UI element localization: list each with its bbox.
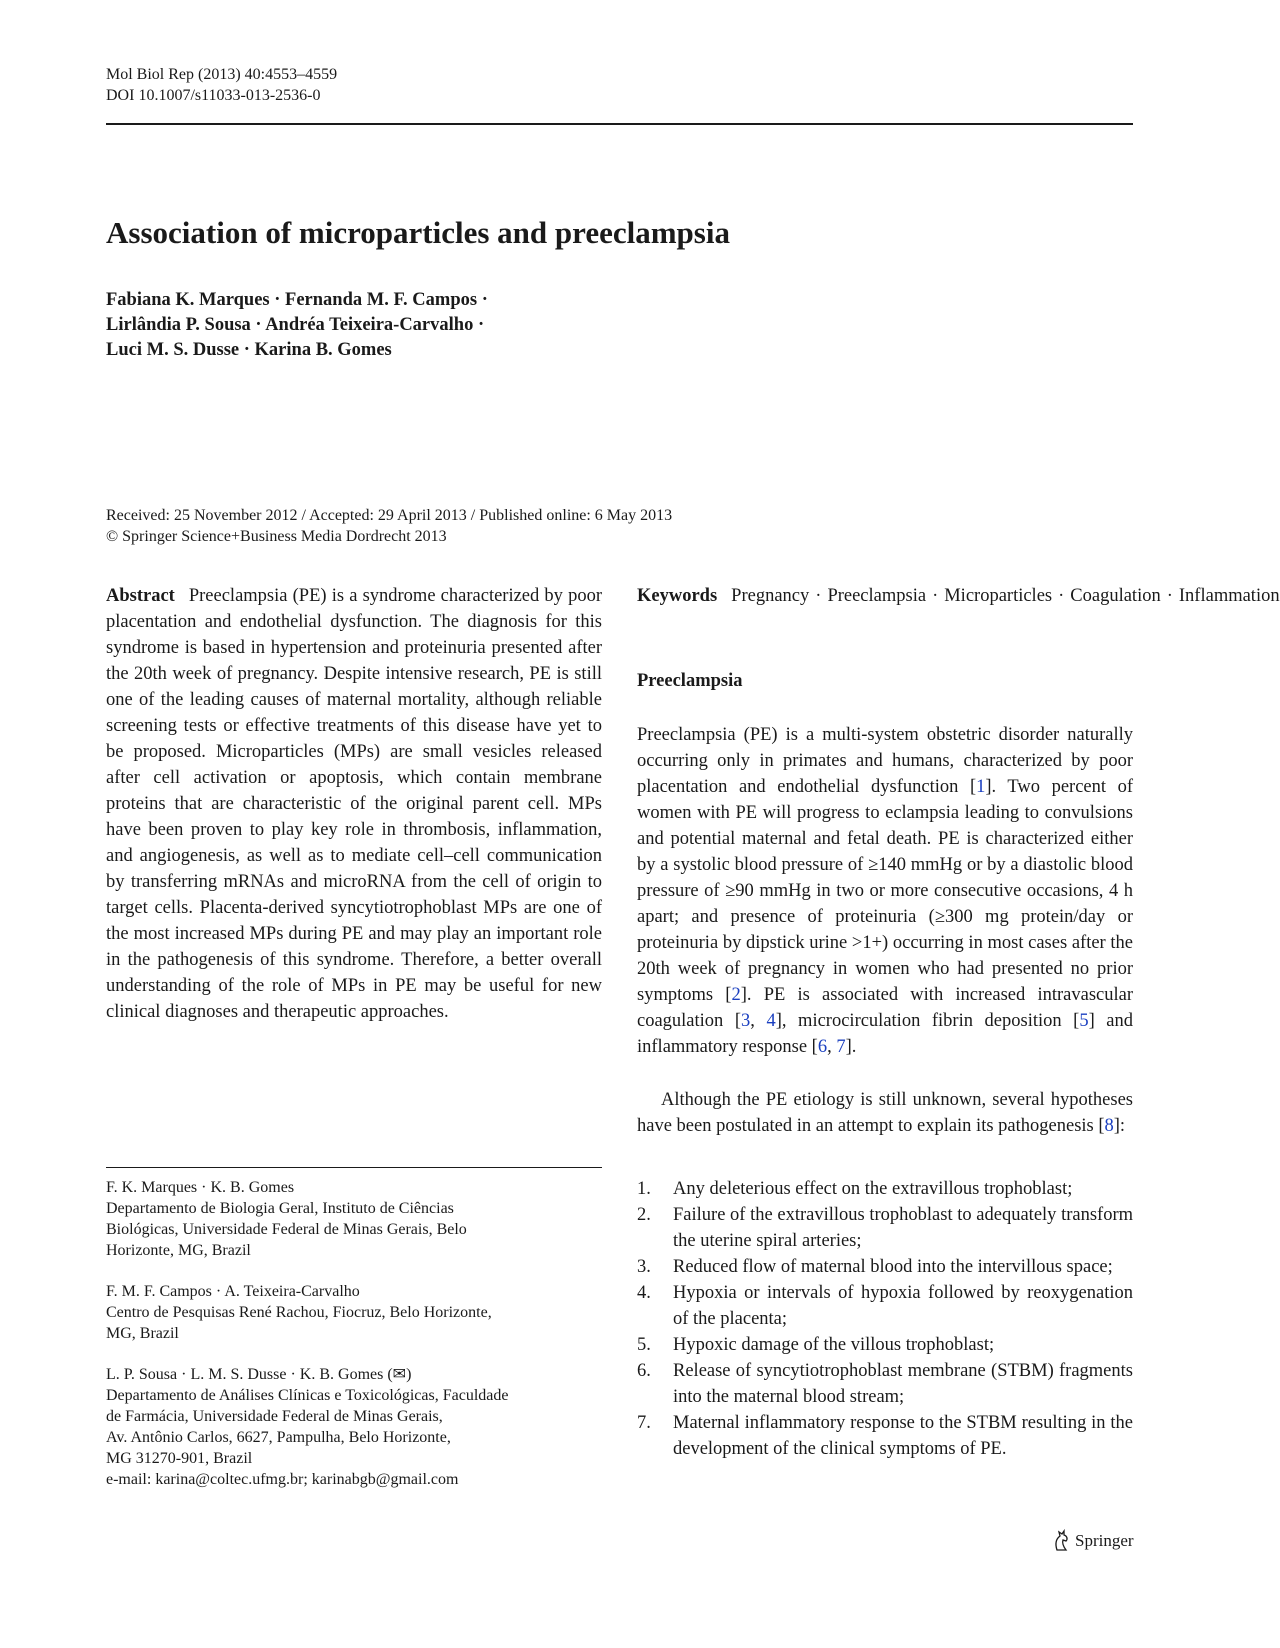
list-number: 7. xyxy=(637,1413,651,1433)
contact-email[interactable]: e-mail: karina@coltec.ufmg.br; karinabgb@gmail.com xyxy=(106,1471,459,1488)
section-paragraph-1 xyxy=(637,722,1133,1060)
affiliation-block-1 xyxy=(106,1177,602,1261)
journal-citation: Mol Biol Rep (2013) 40:4553–4559 xyxy=(106,66,338,83)
text-run: , xyxy=(750,1011,767,1031)
list-number: 2. xyxy=(637,1205,651,1225)
abstract-label: Abstract xyxy=(106,586,175,606)
list-text: Maternal inflammatory response to the STBM resulting in the development of the clinical symptoms of PE. xyxy=(673,1413,1133,1459)
authors-line-3: Luci M. S. Dusse · Karina B. Gomes xyxy=(106,340,392,360)
springer-horse-icon xyxy=(1051,1530,1071,1552)
journal-header xyxy=(106,64,337,106)
affiliation-names: L. P. Sousa · L. M. S. Dusse · K. B. Gomes (✉) xyxy=(106,1366,412,1383)
text-run: ], microcirculation fibrin deposition [ xyxy=(775,1011,1080,1031)
author-list xyxy=(106,288,488,363)
affiliation-line: MG, Brazil xyxy=(106,1325,179,1342)
copyright-line: © Springer Science+Business Media Dordrecht 2013 xyxy=(106,528,447,545)
affiliation-line: de Farmácia, Universidade Federal de Minas Gerais, xyxy=(106,1408,443,1425)
affiliation-line: Av. Antônio Carlos, 6627, Pampulha, Belo Horizonte, xyxy=(106,1429,451,1446)
list-text: Release of syncytiotrophoblast membrane (STBM) fragments into the maternal blood stream; xyxy=(673,1361,1133,1407)
text-run: , xyxy=(827,1037,837,1057)
list-item xyxy=(637,1176,1133,1202)
list-item xyxy=(637,1358,1133,1410)
keyword: Coagulation xyxy=(1070,586,1161,606)
citation-link[interactable]: 8 xyxy=(1104,1116,1114,1136)
publication-dates xyxy=(106,505,672,547)
authors-line-1: Fabiana K. Marques · Fernanda M. F. Campos · xyxy=(106,290,488,310)
list-number: 6. xyxy=(637,1361,651,1381)
list-text: Hypoxia or intervals of hypoxia followed by reoxygenation of the placenta; xyxy=(673,1283,1133,1329)
list-text: Failure of the extravillous trophoblast to adequately transform the uterine spiral arteries; xyxy=(673,1205,1133,1251)
citation-link[interactable]: 5 xyxy=(1079,1011,1089,1031)
citation-link[interactable]: 3 xyxy=(741,1011,751,1031)
affiliation-line: Departamento de Análises Clínicas e Toxicológicas, Faculdade xyxy=(106,1387,509,1404)
affiliation-names: F. K. Marques · K. B. Gomes xyxy=(106,1179,295,1196)
list-item xyxy=(637,1202,1133,1254)
affiliation-rule xyxy=(106,1167,602,1168)
abstract-text: Preeclampsia (PE) is a syndrome characterized by poor placentation and endothelial dysfunction. The diagnosis for this syndrome is based in hypertension and proteinuria presented after the 20th week of pregnancy. Despite intensive research, PE is still one of the leading causes of maternal mortality, although reliable screening tests or effective treatments of this disease have yet to be proposed. Microparticles (MPs) are small vesicles released after cell activation or apoptosis, which contain membrane proteins that are characteristic of the original parent cell. MPs have been proven to play key role in thrombosis, inflammation, and angiogenesis, as well as to mediate cell–cell communication by transferring mRNAs and microRNA from the cell of origin to target cells. Placenta-derived syncytiotrophoblast MPs are one of the most increased MPs during PE and may play an important role in the pathogenesis of this syndrome. Therefore, a better overall understanding of the role of MPs in PE may be useful for new clinical diagnoses and therapeutic approaches. xyxy=(106,586,602,1022)
text-run: Although the PE etiology is still unknown, several hypotheses have been postulated in an attempt to explain its pathogenesis [ xyxy=(637,1090,1133,1136)
text-run: ]. Two percent of women with PE will progress to eclampsia leading to convulsions and potential maternal and fetal death. PE is characterized either by a systolic blood pressure of ≥140 mmHg or by a diastolic blood pressure of ≥90 mmHg in two or more consecutive occasions, 4 h apart; and presence of proteinuria (≥300 mg protein/day or proteinuria by dipstick urine >1+) occurring in most cases after the 20th week of pregnancy in women who had presented no prior symptoms [ xyxy=(637,777,1133,1005)
publisher-logo xyxy=(1051,1530,1134,1552)
keywords: Keywords Pregnancy · Preeclampsia · Microparticles · Coagulation · Inflammation xyxy=(637,586,1280,606)
keyword: Microparticles xyxy=(944,586,1053,606)
affiliation-line: Departamento de Biologia Geral, Instituto de Ciências xyxy=(106,1200,454,1217)
section-paragraph-2 xyxy=(637,1087,1133,1139)
text-run: Preeclampsia (PE) is a multi-system obstetric disorder naturally occurring only in primates and humans, characterized by poor placentation and endothelial dysfunction [ xyxy=(637,725,1133,797)
keyword: Pregnancy xyxy=(731,586,810,606)
list-item xyxy=(637,1254,1133,1280)
publisher-name: Springer xyxy=(1075,1531,1134,1550)
list-text: Reduced flow of maternal blood into the intervillous space; xyxy=(673,1257,1113,1277)
journal-doi: DOI 10.1007/s11033-013-2536-0 xyxy=(106,87,321,104)
list-item xyxy=(637,1332,1133,1358)
text-run: ]: xyxy=(1113,1116,1126,1136)
affiliation-line: Centro de Pesquisas René Rachou, Fiocruz, Belo Horizonte, xyxy=(106,1304,492,1321)
text-run: ] and inflammatory response [ xyxy=(637,1011,1134,1057)
history-dates: Received: 25 November 2012 / Accepted: 29 April 2013 / Published online: 6 May 2013 xyxy=(106,507,673,524)
keyword: Inflammation xyxy=(1178,586,1280,606)
header-rule xyxy=(106,123,1133,125)
list-number: 3. xyxy=(637,1257,651,1277)
citation-link[interactable]: 4 xyxy=(766,1011,776,1031)
affiliation-line: Biológicas, Universidade Federal de Minas Gerais, Belo xyxy=(106,1221,467,1238)
authors-line-2: Lirlândia P. Sousa · Andréa Teixeira-Carvalho · xyxy=(106,315,485,335)
list-number: 5. xyxy=(637,1335,651,1355)
text-run: ]. PE is associated with increased intravascular coagulation [ xyxy=(637,985,1133,1031)
list-text: Any deleterious effect on the extravillous trophoblast; xyxy=(673,1179,1073,1199)
citation-link[interactable]: 2 xyxy=(731,985,741,1005)
affiliation-block-2 xyxy=(106,1281,602,1344)
citation-link[interactable]: 6 xyxy=(817,1037,828,1057)
list-text: Hypoxic damage of the villous trophoblast; xyxy=(673,1335,995,1355)
citation-link[interactable]: 1 xyxy=(976,777,986,797)
citation-link[interactable]: 7 xyxy=(836,1037,846,1057)
affiliation-line: Horizonte, MG, Brazil xyxy=(106,1242,251,1259)
list-number: 1. xyxy=(637,1179,651,1199)
hypotheses-list xyxy=(637,1176,1133,1462)
affiliation-block-3 xyxy=(106,1364,602,1490)
text-run: ]. xyxy=(845,1037,857,1057)
list-item xyxy=(637,1410,1133,1462)
section-heading: Preeclampsia xyxy=(637,671,743,691)
affiliation-names: F. M. F. Campos · A. Teixeira-Carvalho xyxy=(106,1283,360,1300)
keywords-label: Keywords xyxy=(637,586,718,606)
list-number: 4. xyxy=(637,1283,651,1303)
abstract xyxy=(106,583,602,1025)
list-item xyxy=(637,1280,1133,1332)
affiliation-line: MG 31270-901, Brazil xyxy=(106,1450,253,1467)
keyword: Preeclampsia xyxy=(827,586,927,606)
paper-title: Association of microparticles and preeclampsia xyxy=(106,215,730,250)
